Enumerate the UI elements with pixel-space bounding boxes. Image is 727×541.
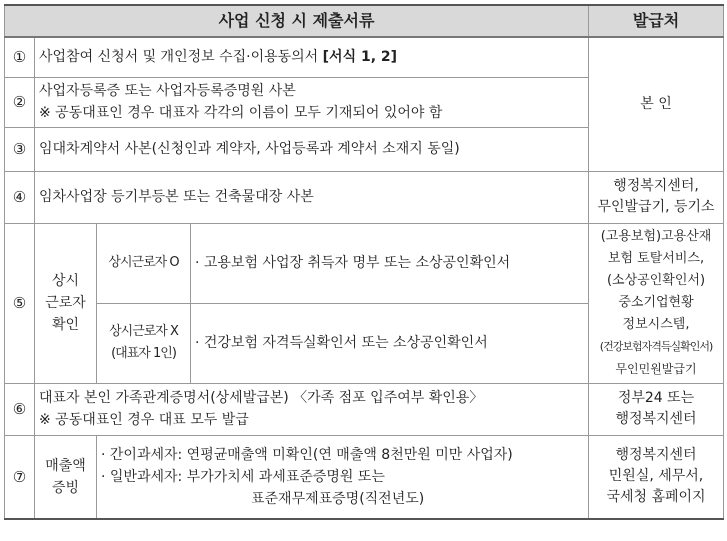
row-number: ① (5, 37, 35, 77)
doc-cell: 임차사업장 등기부등본 또는 건축물대장 사본 (35, 171, 589, 223)
doc-cell: 임대차계약서 사본(신청인과 계약자, 사업등록과 계약서 소재지 동일) (35, 127, 589, 171)
issuer-line: 중소기업현황 (618, 295, 694, 310)
issuer-line: 민원실, 세무서, (608, 468, 704, 485)
header-docs: 사업 신청 시 제출서류 (5, 5, 589, 37)
issuer-cell (589, 383, 724, 435)
issuer-line: 무인발급기, 등기소 (597, 199, 715, 215)
header-issuer: 발급처 (589, 5, 724, 37)
doc-cell (35, 37, 589, 77)
label-line: 확인 (51, 317, 80, 333)
issuer-line: 정보시스템, (622, 317, 690, 332)
row-number: ⑦ (5, 435, 35, 519)
issuer-line: 정부24 또는 (617, 390, 695, 406)
doc-cell (35, 77, 589, 127)
doc-line: · 일반과세자: 부가가치세 과세표준증명원 또는 (101, 468, 385, 485)
doc-cell (97, 435, 589, 519)
label-line: 매출액 (45, 457, 86, 474)
row-number: ④ (5, 171, 35, 223)
row-number: ② (5, 77, 35, 127)
issuer-line: 행정복지센터 (615, 411, 697, 427)
issuer-cell: 본 인 (589, 37, 724, 171)
issuer-line: 국세청 홈페이지 (606, 489, 706, 506)
issuer-line: 행정복지센터, (613, 178, 699, 194)
issuer-cell (589, 435, 724, 519)
label-line: 근로자 (45, 295, 86, 311)
issuer-line: (소상공인확인서) (606, 273, 706, 288)
issuer-line: 행정복지센터 (615, 447, 697, 464)
issuer-line: (건강보험자격득실확인서) (599, 340, 713, 353)
label-line: 증빙 (51, 479, 80, 496)
required-documents-table (4, 4, 724, 520)
issuer-line: 보험 토탈서비스, (607, 251, 705, 266)
issuer-line: (고용보험)고용산재 (600, 229, 712, 244)
table-row (5, 383, 724, 435)
issuer-cell (589, 223, 724, 383)
doc-cell: · 고용보험 사업장 취득자 명부 또는 소상공인확인서 (191, 223, 589, 303)
row-number: ⑤ (5, 223, 35, 383)
row-number: ⑥ (5, 383, 35, 435)
sales-proof-label (35, 435, 97, 519)
sub-category: 상시근로자 O (97, 223, 191, 303)
doc-line: · 간이과세자: 연평균매출액 미확인(연 매출액 8천만원 미만 사업자) (101, 446, 513, 463)
doc-note: ※ 공동대표인 경우 대표 모두 발급 (39, 412, 249, 428)
doc-cell: · 건강보험 자격득실확인서 또는 소상공인확인서 (191, 303, 589, 383)
sub-line: (대표자 1인) (111, 346, 176, 361)
table-row (5, 37, 724, 77)
row-number: ③ (5, 127, 35, 171)
doc-line: 표준재무제표증명(직전년도) (251, 490, 425, 507)
label-line: 상시 (51, 273, 80, 289)
doc-cell (35, 383, 589, 435)
employee-check-label (35, 223, 97, 383)
table-row (5, 435, 724, 519)
issuer-line: 무인민원발급기 (615, 362, 697, 376)
table-row (5, 223, 724, 303)
doc-text: 사업참여 신청서 및 개인정보 수집·이용동의서 (39, 49, 323, 66)
doc-line: 대표자 본인 가족관계증명서(상세발급본) 〈가족 점포 입주여부 확인용〉 (39, 390, 484, 406)
issuer-cell (589, 171, 724, 223)
table-row (5, 171, 724, 223)
sub-category (97, 303, 191, 383)
doc-note: ※ 공동대표인 경우 대표자 각각의 이름이 모두 기재되어 있어야 함 (39, 105, 443, 121)
sub-line: 상시근로자 X (109, 324, 178, 339)
doc-line: 사업자등록증 또는 사업자등록증명원 사본 (39, 83, 296, 99)
form-ref: [서식 1, 2] (322, 49, 398, 66)
